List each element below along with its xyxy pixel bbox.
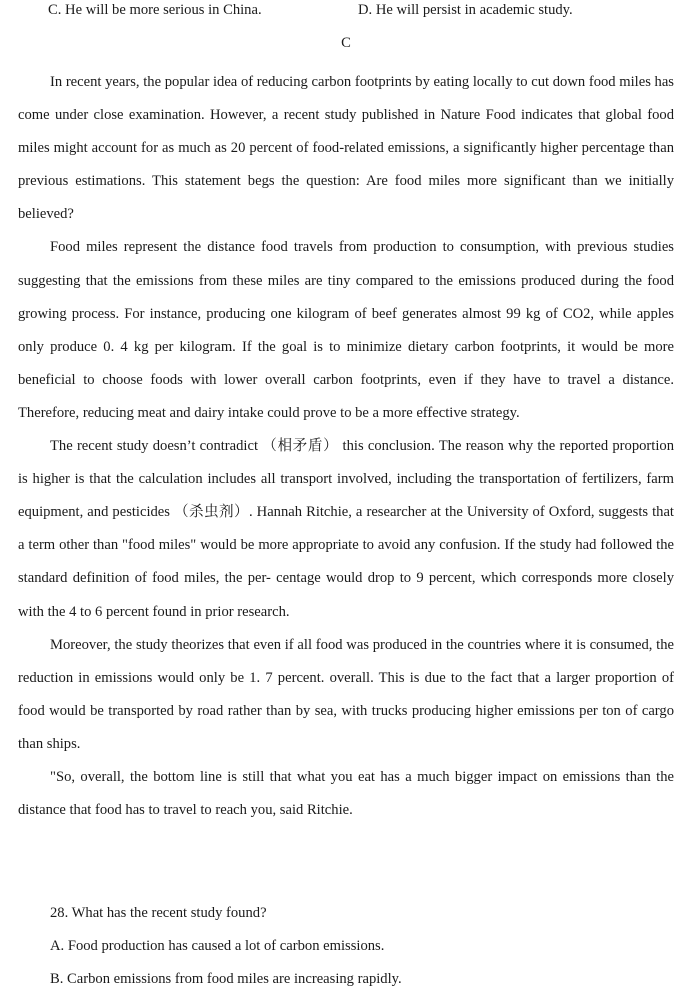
question-option-a: A. Food production has caused a lot of carbon emissions. (50, 938, 385, 954)
question-option-b: B. Carbon emissions from food miles are increasing rapidly. (50, 971, 402, 987)
section-heading: C (341, 35, 351, 51)
paragraph-3: The recent study doesn’t contradict （相矛盾） this conclusion. The reason why the reported proportion is higher is that the calculation includes all transport involved, including the transportation of fertilizers, farm equipment, and pesticides （杀虫剂）. Hannah Ritchie, a researcher at the University of Oxford, suggests that a term other than "food miles" would be more appropriate to avoid any confusion. If the study had followed the standard definition of food miles, the per- centage would drop to 9 percent, which corresponds more closely with the 4 to 6 percent found in prior research. (18, 438, 674, 620)
paragraph-1: In recent years, the popular idea of reducing carbon footprints by eating locally to cut down food miles has come under close examination. However, a recent study published in Nature Food indicates that global food miles might account for as much as 20 percent of food-related emissions, a significantly higher percentage than previous estimations. This statement begs the question: Are food miles more significant than we initially believed? (18, 74, 674, 223)
question-stem: 28. What has the recent study found? (50, 905, 267, 921)
paragraph-5: "So, overall, the bottom line is still that what you eat has a much bigger impact on emissions than the distance that food has to travel to reach you, said Ritchie. (18, 768, 674, 819)
passage (18, 66, 674, 827)
question-28 (50, 897, 670, 996)
paragraph-2: Food miles represent the distance food travels from production to consumption, with previous studies suggesting that the emissions from these miles are tiny compared to the emissions produced during the food growing process. For instance, producing one kilogram of beef generates almost 99 kg of CO2, while apples only produce 0. 4 kg per kilogram. If the goal is to minimize dietary carbon footprints, it would be more beneficial to choose foods with lower overall carbon footprints, even if they have to travel a distance. Therefore, reducing meat and dairy intake could prove to be a more effective strategy. (18, 239, 674, 421)
paragraph-4: Moreover, the study theorizes that even if all food was produced in the countries where it is consumed, the reduction in emissions would only be 1. 7 percent. overall. This is due to the fact that a larger proportion of food would be transported by road rather than by sea, with trucks producing higher emissions per ton of cargo than ships. (18, 636, 674, 752)
option-c: C. He will be more serious in China. (48, 2, 262, 18)
option-d: D. He will persist in academic study. (358, 2, 573, 18)
previous-question-options (48, 2, 668, 24)
